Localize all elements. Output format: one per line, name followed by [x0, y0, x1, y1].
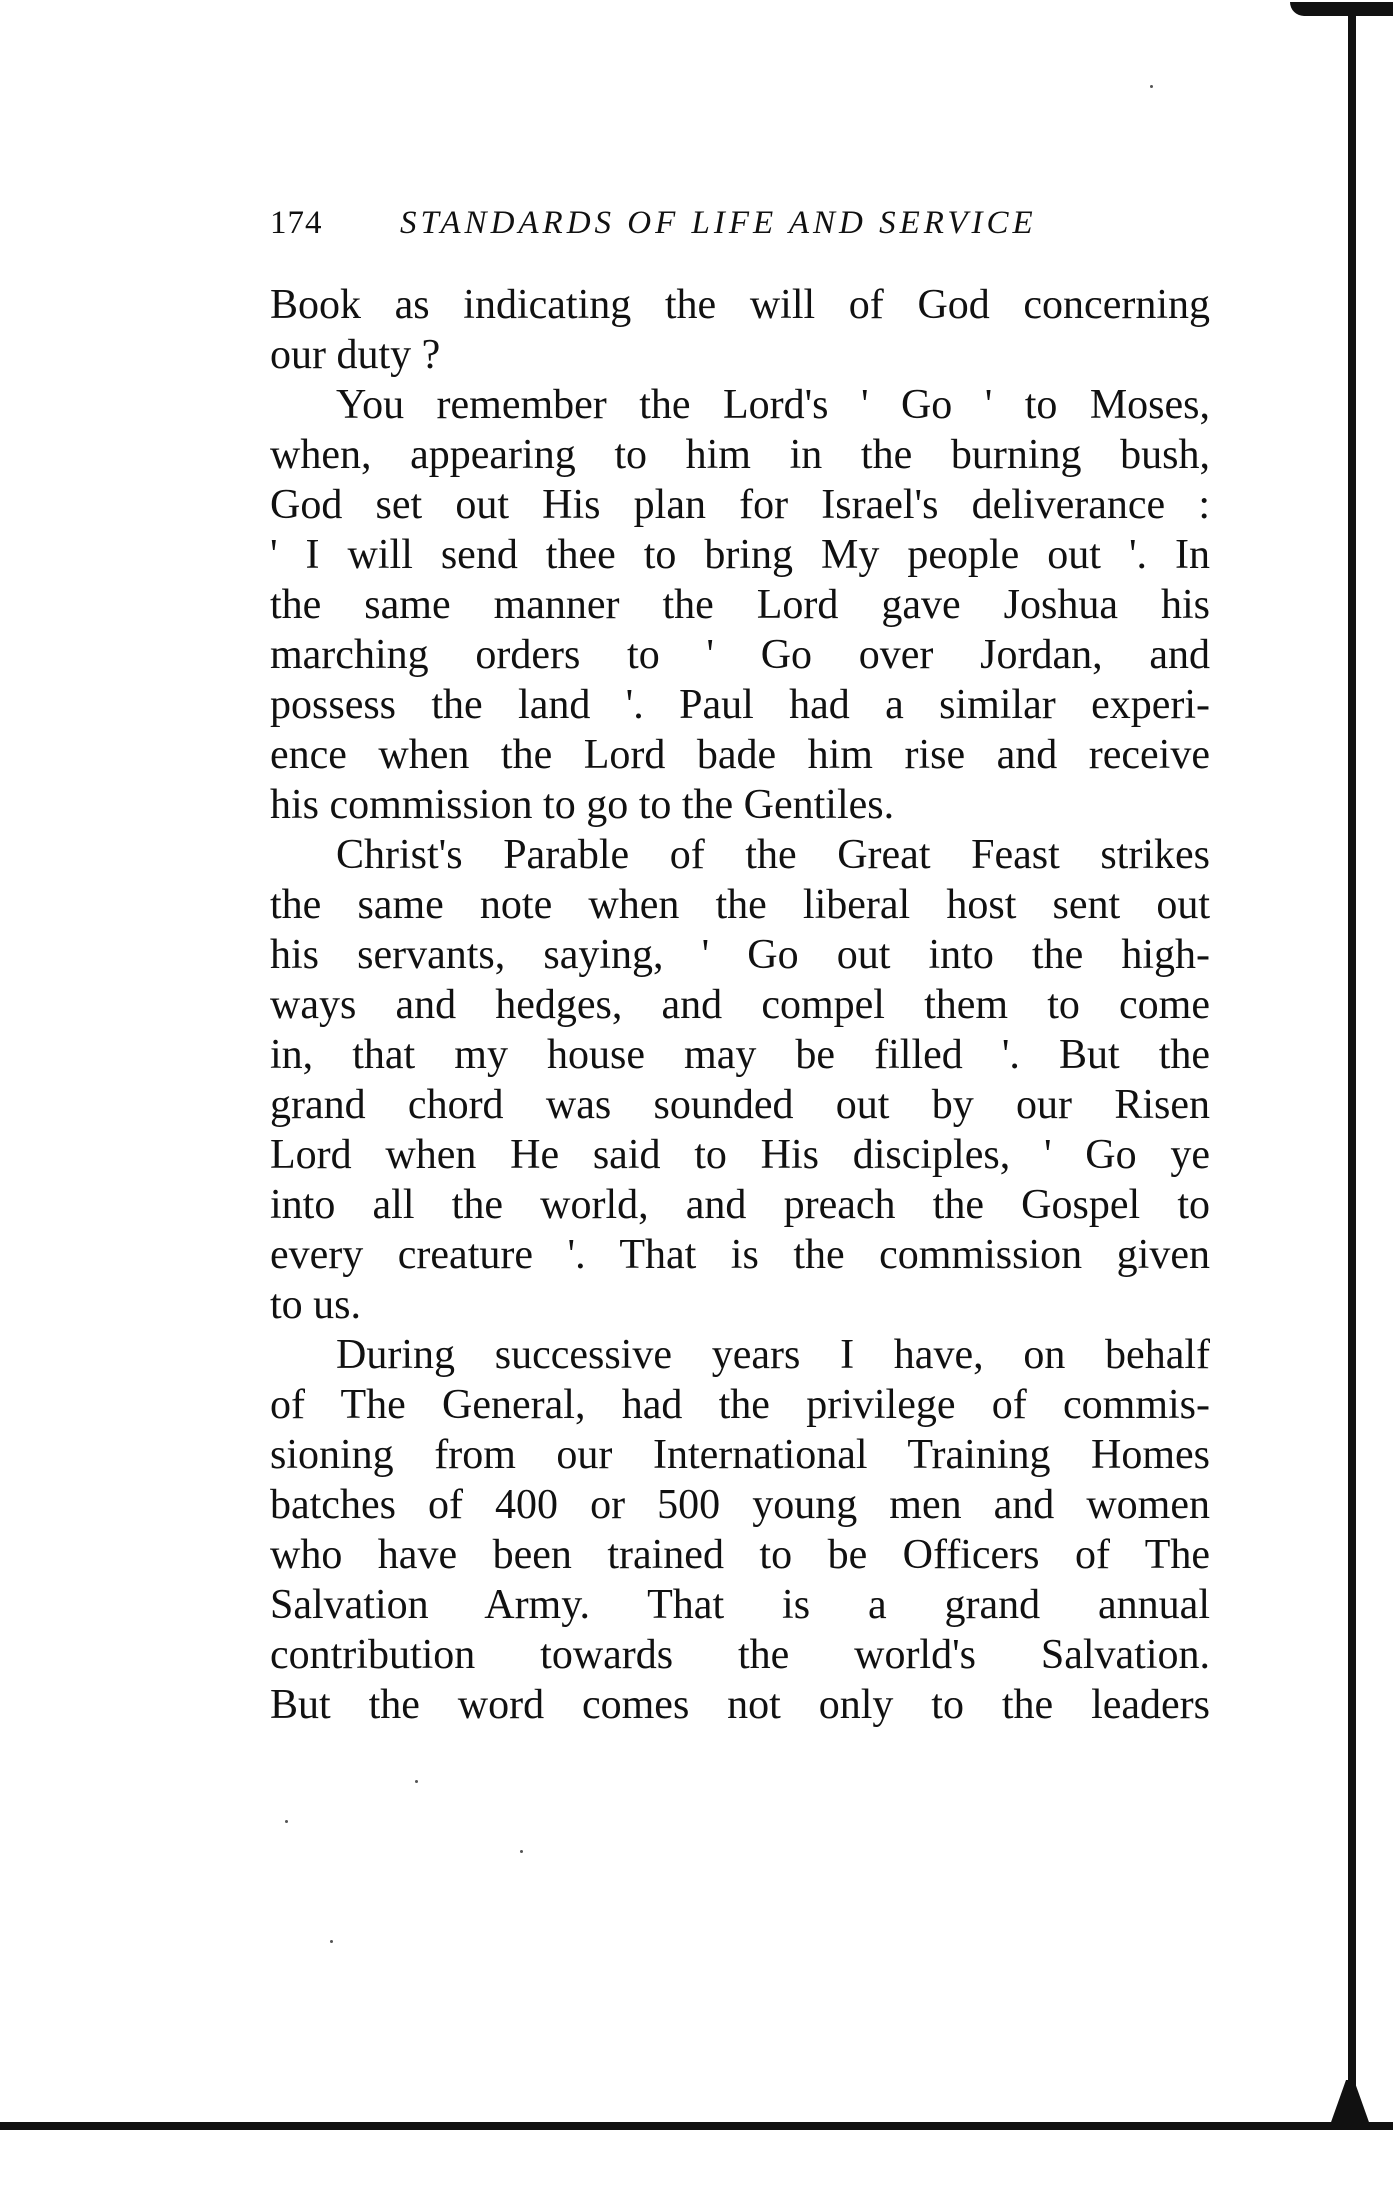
body-text	[270, 280, 1210, 1730]
text-line: in, that my house may be filled '. But the	[270, 1032, 1210, 1078]
text-line: to us.	[270, 1282, 362, 1328]
scan-speck	[520, 1850, 523, 1853]
text-line: But the word comes not only to the leaders	[270, 1682, 1210, 1728]
running-head	[270, 205, 1100, 255]
page-number: 174	[270, 205, 323, 241]
text-line: Lord when He said to His disciples, ' Go ye	[270, 1132, 1210, 1178]
text-line: into all the world, and preach the Gospel to	[270, 1182, 1210, 1228]
top-corner-rule	[1290, 2, 1393, 16]
text-line: ways and hedges, and compel them to come	[270, 982, 1210, 1028]
text-line: batches of 400 or 500 young men and women	[270, 1482, 1210, 1528]
scan-speck	[1150, 85, 1153, 88]
text-line: the same note when the liberal host sent out	[270, 882, 1210, 928]
bottom-edge-rule	[0, 2122, 1393, 2130]
text-line: contribution towards the world's Salvation.	[270, 1632, 1210, 1678]
text-line: ' I will send thee to bring My people out '. In	[270, 532, 1210, 578]
right-edge-rule	[1348, 15, 1356, 2125]
text-line: grand chord was sounded out by our Risen	[270, 1082, 1210, 1128]
running-title: STANDARDS OF LIFE AND SERVICE	[400, 205, 1037, 241]
text-line: his servants, saying, ' Go out into the high-	[270, 932, 1210, 978]
text-line: You remember the Lord's ' Go ' to Moses,	[336, 382, 1210, 428]
text-line: ence when the Lord bade him rise and receive	[270, 732, 1210, 778]
text-line: every creature '. That is the commission given	[270, 1232, 1210, 1278]
text-line: Christ's Parable of the Great Feast strikes	[336, 832, 1210, 878]
text-line: marching orders to ' Go over Jordan, and	[270, 632, 1210, 678]
text-line: when, appearing to him in the burning bush,	[270, 432, 1210, 478]
text-line: his commission to go to the Gentiles.	[270, 782, 895, 828]
scan-speck	[330, 1940, 333, 1943]
text-line: of The General, had the privilege of commis-	[270, 1382, 1210, 1428]
text-line: During successive years I have, on behalf	[336, 1332, 1210, 1378]
scan-speck	[285, 1820, 288, 1823]
text-line: possess the land '. Paul had a similar experi-	[270, 682, 1210, 728]
text-line: sioning from our International Training Homes	[270, 1432, 1210, 1478]
text-line: Salvation Army. That is a grand annual	[270, 1582, 1210, 1628]
text-line: our duty ?	[270, 332, 441, 378]
scan-speck	[415, 1780, 418, 1783]
text-line: Book as indicating the will of God concerning	[270, 282, 1210, 328]
text-line: the same manner the Lord gave Joshua his	[270, 582, 1210, 628]
bottom-corner-mark	[1330, 2080, 1370, 2125]
text-line: who have been trained to be Officers of The	[270, 1532, 1210, 1578]
text-line: God set out His plan for Israel's deliverance :	[270, 482, 1210, 528]
